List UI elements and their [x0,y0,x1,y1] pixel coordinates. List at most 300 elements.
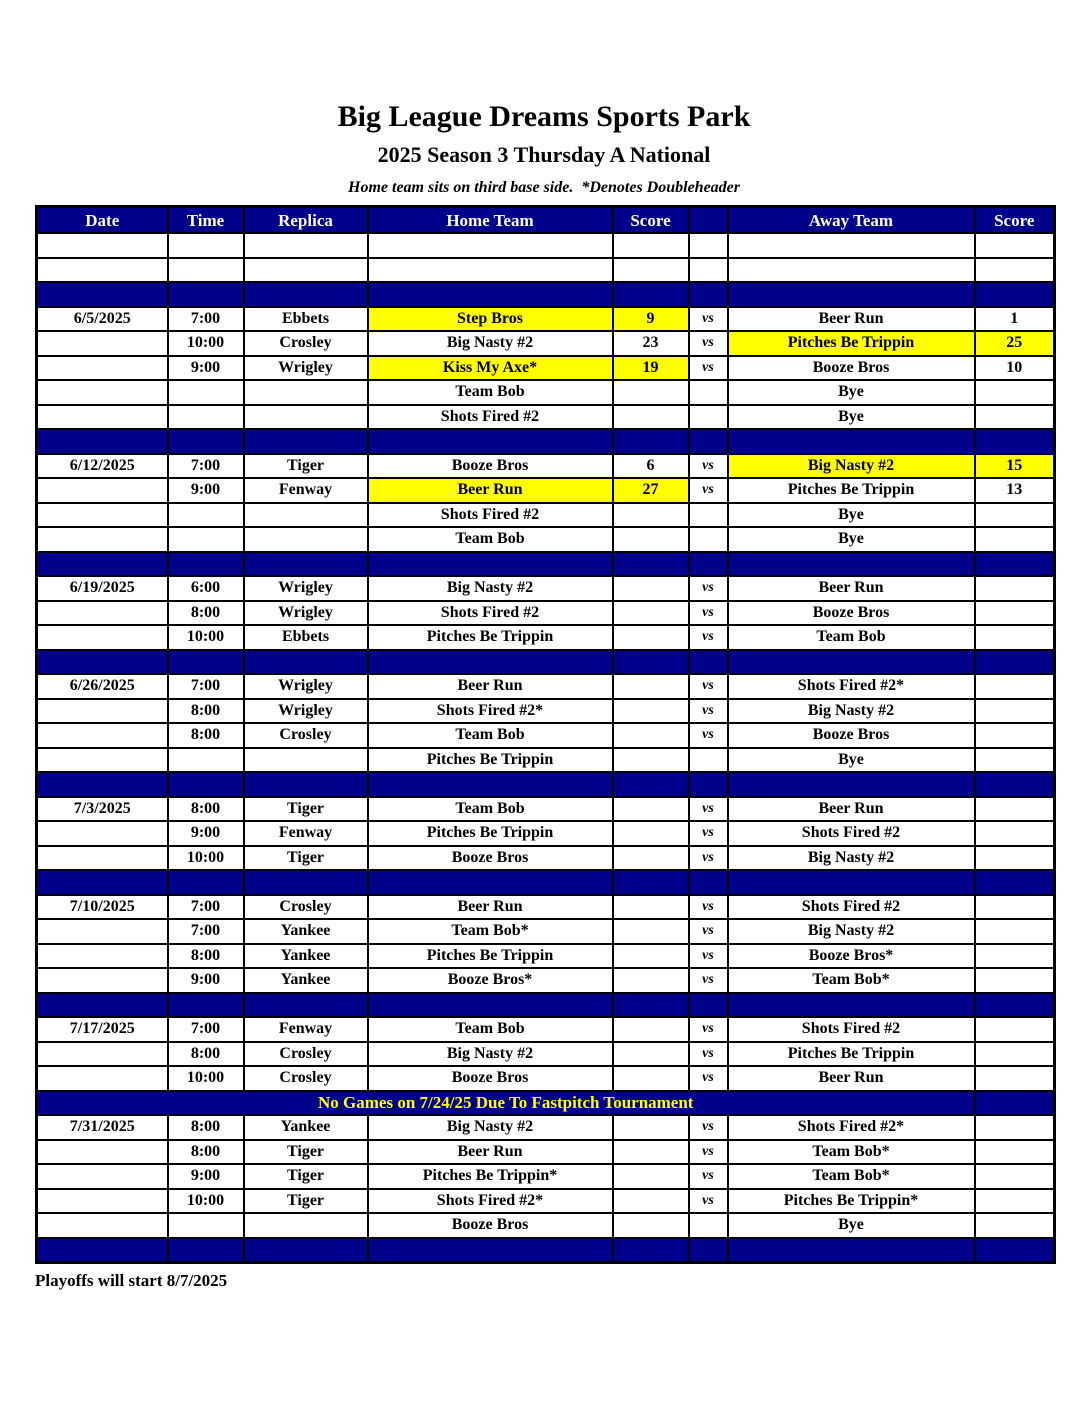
date-cell [37,552,168,577]
away-team-cell [728,258,975,283]
home-score-cell [613,968,689,993]
game-row [37,356,1055,381]
away-score-cell [975,380,1055,405]
home-team-cell: Booze Bros [368,1066,613,1091]
away-team-cell [728,233,975,258]
home-team-cell [368,650,613,675]
date-cell [37,625,168,650]
vs-cell [689,650,728,675]
replica-cell [244,552,368,577]
vs-cell: vs [689,576,728,601]
vs-cell [689,552,728,577]
away-team-cell: Booze Bros [728,356,975,381]
away-team-cell: Bye [728,527,975,552]
home-score-cell [613,699,689,724]
away-team-cell: Team Bob [728,625,975,650]
home-team-cell [368,993,613,1018]
home-team-cell [368,772,613,797]
home-score-cell [613,625,689,650]
home-team-cell: Shots Fired #2 [368,601,613,626]
game-row [37,699,1055,724]
vs-cell: vs [689,1066,728,1091]
home-score-cell [613,233,689,258]
time-cell [168,552,244,577]
vs-cell [689,748,728,773]
home-team-cell: Big Nasty #2 [368,1115,613,1140]
home-score-cell [613,650,689,675]
game-row [37,527,1055,552]
date-cell [37,772,168,797]
vs-cell: vs [689,821,728,846]
replica-cell: Fenway [244,821,368,846]
away-score-cell [975,968,1055,993]
away-team-cell: Pitches Be Trippin [728,331,975,356]
replica-cell: Yankee [244,1115,368,1140]
time-cell [168,1213,244,1238]
away-score-cell [975,552,1055,577]
away-team-cell: Bye [728,748,975,773]
game-row [37,454,1055,479]
game-row [37,1042,1055,1067]
game-row [37,1017,1055,1042]
home-team-cell: Pitches Be Trippin [368,748,613,773]
time-cell: 7:00 [168,307,244,332]
time-cell: 8:00 [168,1115,244,1140]
game-row [37,674,1055,699]
home-score-cell [613,601,689,626]
away-team-cell: Shots Fired #2* [728,674,975,699]
replica-cell [244,1238,368,1263]
date-cell: 7/31/2025 [37,1115,168,1140]
date-cell [37,821,168,846]
time-cell [168,870,244,895]
time-cell: 7:00 [168,1017,244,1042]
game-row [37,919,1055,944]
separator-row [37,772,1055,797]
away-score-cell [975,993,1055,1018]
home-score-cell [613,821,689,846]
separator-row [37,870,1055,895]
time-cell: 10:00 [168,625,244,650]
home-score-cell [613,993,689,1018]
away-score-cell: 13 [975,478,1055,503]
away-team-cell: Team Bob* [728,1164,975,1189]
time-cell [168,772,244,797]
time-cell: 6:00 [168,576,244,601]
vs-cell: vs [689,625,728,650]
schedule-header [37,207,1055,234]
time-cell: 9:00 [168,356,244,381]
column-header-vs [689,207,728,234]
home-score-cell [613,552,689,577]
home-team-cell: Beer Run [368,674,613,699]
page-tagline: Home team sits on third base side. *Denotes Doubleheader [348,179,740,196]
date-cell [37,429,168,454]
time-cell: 8:00 [168,1140,244,1165]
vs-cell [689,527,728,552]
empty-row [37,258,1055,283]
vs-cell: vs [689,454,728,479]
away-team-cell: Booze Bros* [728,944,975,969]
game-row [37,968,1055,993]
time-cell [168,503,244,528]
away-score-cell: 15 [975,454,1055,479]
game-row [37,1164,1055,1189]
replica-cell [244,380,368,405]
vs-cell [689,429,728,454]
vs-cell: vs [689,895,728,920]
game-row [37,821,1055,846]
vs-cell: vs [689,1042,728,1067]
date-cell [37,1213,168,1238]
vs-cell: vs [689,944,728,969]
replica-cell: Tiger [244,454,368,479]
home-score-cell [613,674,689,699]
home-score-cell [613,797,689,822]
column-header-away-score: Score [975,207,1055,234]
replica-cell: Yankee [244,944,368,969]
game-row [37,331,1055,356]
time-cell [168,258,244,283]
date-cell [37,650,168,675]
date-cell: 6/12/2025 [37,454,168,479]
away-team-cell: Bye [728,1213,975,1238]
date-cell: 6/19/2025 [37,576,168,601]
away-score-cell [975,576,1055,601]
home-team-cell: Booze Bros [368,454,613,479]
home-score-cell: 19 [613,356,689,381]
away-score-cell [975,1042,1055,1067]
away-score-cell [975,527,1055,552]
separator-row [37,282,1055,307]
game-row [37,307,1055,332]
away-team-cell: Team Bob* [728,1140,975,1165]
date-cell [37,723,168,748]
away-score-cell [975,1213,1055,1238]
away-team-cell: Team Bob* [728,968,975,993]
away-score-cell: 10 [975,356,1055,381]
home-score-cell [613,1164,689,1189]
away-score-cell [975,1091,1055,1116]
vs-cell: vs [689,1164,728,1189]
date-cell [37,478,168,503]
home-team-cell: Shots Fired #2* [368,699,613,724]
date-cell [37,405,168,430]
page-title: Big League Dreams Sports Park [337,100,751,133]
away-score-cell [975,846,1055,871]
game-row [37,1213,1055,1238]
vs-cell [689,380,728,405]
time-cell [168,993,244,1018]
date-cell [37,993,168,1018]
time-cell: 8:00 [168,699,244,724]
date-cell [37,331,168,356]
vs-cell: vs [689,723,728,748]
away-score-cell [975,258,1055,283]
notice-row [37,1091,1055,1116]
time-cell [168,405,244,430]
time-cell [168,380,244,405]
away-score-cell: 25 [975,331,1055,356]
replica-cell: Crosley [244,1042,368,1067]
replica-cell [244,405,368,430]
home-score-cell [613,870,689,895]
separator-row [37,993,1055,1018]
time-cell [168,527,244,552]
notice-cell: No Games on 7/24/25 Due To Fastpitch Tournament [37,1091,975,1116]
home-score-cell [613,1238,689,1263]
date-cell [37,1140,168,1165]
vs-cell: vs [689,674,728,699]
game-row [37,1066,1055,1091]
home-team-cell: Booze Bros* [368,968,613,993]
replica-cell: Wrigley [244,601,368,626]
home-team-cell: Shots Fired #2 [368,503,613,528]
time-cell: 10:00 [168,1189,244,1214]
vs-cell: vs [689,478,728,503]
away-score-cell [975,233,1055,258]
date-cell: 7/17/2025 [37,1017,168,1042]
replica-cell [244,527,368,552]
date-cell [37,601,168,626]
home-team-cell [368,233,613,258]
vs-cell: vs [689,307,728,332]
game-row [37,1189,1055,1214]
vs-cell: vs [689,1017,728,1042]
time-cell: 7:00 [168,895,244,920]
date-cell: 7/3/2025 [37,797,168,822]
replica-cell [244,772,368,797]
away-team-cell: Bye [728,380,975,405]
home-team-cell: Team Bob [368,527,613,552]
away-team-cell: Beer Run [728,1066,975,1091]
away-score-cell [975,748,1055,773]
away-score-cell [975,1017,1055,1042]
date-cell [37,1164,168,1189]
away-team-cell [728,650,975,675]
time-cell: 8:00 [168,797,244,822]
game-row [37,405,1055,430]
away-score-cell [975,650,1055,675]
vs-cell: vs [689,846,728,871]
home-score-cell [613,772,689,797]
away-score-cell [975,1115,1055,1140]
replica-cell [244,650,368,675]
home-score-cell [613,527,689,552]
game-row [37,723,1055,748]
time-cell [168,650,244,675]
home-score-cell [613,576,689,601]
replica-cell [244,503,368,528]
page-subtitle: 2025 Season 3 Thursday A National [377,142,711,167]
home-score-cell [613,405,689,430]
replica-cell: Crosley [244,723,368,748]
time-cell: 9:00 [168,821,244,846]
away-team-cell: Big Nasty #2 [728,699,975,724]
replica-cell: Ebbets [244,307,368,332]
game-row [37,748,1055,773]
away-team-cell: Big Nasty #2 [728,919,975,944]
replica-cell: Crosley [244,895,368,920]
date-cell [37,699,168,724]
home-score-cell [613,895,689,920]
away-score-cell [975,1189,1055,1214]
home-team-cell: Shots Fired #2 [368,405,613,430]
vs-cell: vs [689,601,728,626]
home-score-cell [613,1140,689,1165]
away-score-cell [975,1238,1055,1263]
game-row [37,1140,1055,1165]
home-score-cell: 23 [613,331,689,356]
replica-cell: Fenway [244,478,368,503]
away-score-cell [975,625,1055,650]
replica-cell: Tiger [244,797,368,822]
home-score-cell [613,429,689,454]
replica-cell: Yankee [244,968,368,993]
away-team-cell: Shots Fired #2 [728,1017,975,1042]
away-team-cell: Pitches Be Trippin [728,1042,975,1067]
home-team-cell: Big Nasty #2 [368,331,613,356]
home-score-cell [613,919,689,944]
date-cell [37,233,168,258]
date-cell [37,846,168,871]
replica-cell: Yankee [244,919,368,944]
home-team-cell: Beer Run [368,895,613,920]
time-cell: 7:00 [168,919,244,944]
game-row [37,380,1055,405]
away-team-cell: Bye [728,503,975,528]
away-team-cell [728,772,975,797]
away-team-cell: Bye [728,405,975,430]
home-team-cell: Step Bros [368,307,613,332]
away-team-cell: Booze Bros [728,601,975,626]
home-score-cell [613,748,689,773]
column-header-home-score: Score [613,207,689,234]
replica-cell: Wrigley [244,356,368,381]
vs-cell [689,772,728,797]
date-cell: 6/5/2025 [37,307,168,332]
home-team-cell: Booze Bros [368,1213,613,1238]
home-team-cell [368,552,613,577]
away-score-cell [975,1066,1055,1091]
game-row [37,576,1055,601]
schedule-body [37,233,1055,1263]
away-team-cell: Booze Bros [728,723,975,748]
replica-cell: Tiger [244,1189,368,1214]
time-cell: 10:00 [168,1066,244,1091]
replica-cell: Wrigley [244,576,368,601]
schedule-table [35,205,1056,1264]
replica-cell: Crosley [244,1066,368,1091]
away-team-cell [728,429,975,454]
home-score-cell [613,380,689,405]
home-team-cell: Pitches Be Trippin* [368,1164,613,1189]
home-score-cell [613,258,689,283]
home-score-cell [613,1189,689,1214]
column-header-date: Date [37,207,168,234]
time-cell [168,233,244,258]
replica-cell [244,993,368,1018]
away-score-cell [975,405,1055,430]
away-score-cell [975,919,1055,944]
date-cell: 6/26/2025 [37,674,168,699]
separator-row [37,650,1055,675]
header-row [37,207,1055,234]
vs-cell [689,1213,728,1238]
home-team-cell: Pitches Be Trippin [368,821,613,846]
replica-cell [244,1213,368,1238]
home-team-cell: Shots Fired #2* [368,1189,613,1214]
date-cell [37,944,168,969]
vs-cell: vs [689,1140,728,1165]
away-team-cell: Beer Run [728,307,975,332]
away-team-cell: Pitches Be Trippin [728,478,975,503]
date-cell [37,503,168,528]
empty-row [37,233,1055,258]
away-score-cell [975,723,1055,748]
home-score-cell [613,1066,689,1091]
vs-cell: vs [689,356,728,381]
away-score-cell [975,870,1055,895]
home-score-cell [613,1213,689,1238]
vs-cell [689,993,728,1018]
home-team-cell: Booze Bros [368,846,613,871]
home-team-cell: Team Bob* [368,919,613,944]
time-cell: 7:00 [168,674,244,699]
date-cell [37,258,168,283]
home-score-cell [613,282,689,307]
vs-cell [689,282,728,307]
home-score-cell: 27 [613,478,689,503]
away-team-cell [728,552,975,577]
home-team-cell: Big Nasty #2 [368,576,613,601]
home-team-cell: Kiss My Axe* [368,356,613,381]
replica-cell [244,233,368,258]
separator-row [37,1238,1055,1263]
column-header-home-team: Home Team [368,207,613,234]
home-score-cell [613,1042,689,1067]
away-score-cell [975,1140,1055,1165]
away-score-cell [975,674,1055,699]
date-cell: 7/10/2025 [37,895,168,920]
away-score-cell [975,699,1055,724]
game-row [37,944,1055,969]
vs-cell [689,503,728,528]
time-cell: 8:00 [168,601,244,626]
home-team-cell [368,870,613,895]
home-score-cell [613,1017,689,1042]
game-row [37,625,1055,650]
game-row [37,846,1055,871]
date-cell [37,968,168,993]
replica-cell [244,282,368,307]
away-score-cell [975,601,1055,626]
vs-cell [689,405,728,430]
vs-cell [689,870,728,895]
home-team-cell: Big Nasty #2 [368,1042,613,1067]
date-cell [37,1238,168,1263]
home-team-cell [368,1238,613,1263]
home-team-cell: Team Bob [368,1017,613,1042]
home-team-cell: Team Bob [368,380,613,405]
time-cell: 8:00 [168,1042,244,1067]
date-cell [37,1189,168,1214]
away-score-cell [975,1164,1055,1189]
home-score-cell [613,944,689,969]
away-team-cell: Big Nasty #2 [728,454,975,479]
replica-cell: Fenway [244,1017,368,1042]
away-score-cell [975,282,1055,307]
